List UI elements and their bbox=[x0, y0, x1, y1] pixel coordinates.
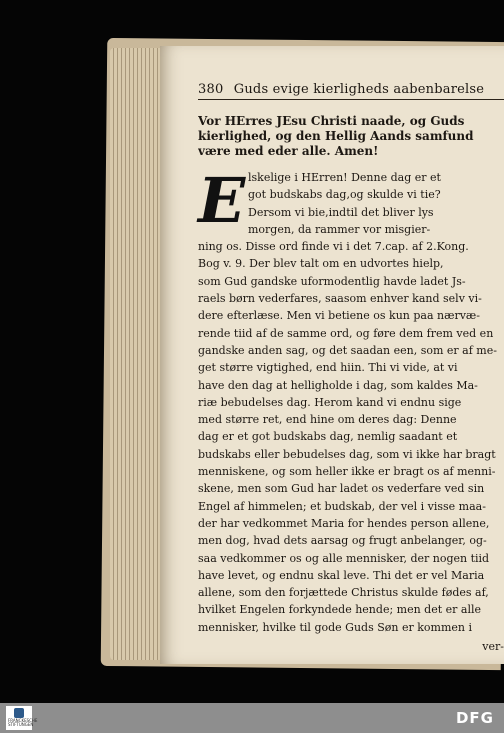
blessing-paragraph bbox=[198, 114, 504, 159]
body-line: Bog v. 9. Der blev talt om en udvortes hielp, bbox=[198, 257, 444, 271]
body-line: der har vedkommet Maria for hendes person allene, bbox=[198, 516, 490, 530]
logo-text: FRANCKESCHE STIFTUNGEN bbox=[8, 718, 38, 727]
funder-logo[interactable]: DFG bbox=[455, 709, 494, 727]
blessing-line: Vor HErres JEsu Christi naade, og Guds bbox=[198, 114, 465, 128]
body-line: have den dag at helligholde i dag, som kaldes Ma- bbox=[198, 378, 478, 392]
body-line: riæ bebudelses dag. Herom kand vi endnu sige bbox=[198, 395, 462, 409]
catchword: ver- bbox=[482, 640, 504, 654]
body-line: dag er et got budskabs dag, nemlig saadant et bbox=[198, 430, 458, 444]
drop-cap: E bbox=[198, 164, 246, 237]
body-line: rende tiid af de samme ord, og føre dem frem ved en bbox=[198, 326, 494, 340]
body-line: gandske anden sag, og det saadan een, som er af me- bbox=[198, 343, 497, 357]
institution-logo[interactable] bbox=[6, 706, 38, 730]
blessing-line: være med eder alle. Amen! bbox=[198, 144, 379, 158]
body-line: ning os. Disse ord finde vi i det 7.cap. af 2.Kong. bbox=[198, 240, 469, 254]
body-line: men dog, hvad dets aarsag og frugt anbelanger, og- bbox=[198, 534, 487, 548]
body-line: med større ret, end hine om deres dag: Denne bbox=[198, 413, 457, 427]
body-line: dere efterlæse. Men vi betiene os kun paa nærvæ- bbox=[198, 309, 480, 323]
page-text bbox=[198, 82, 504, 655]
body-line: lskelige i HErren! Denne dag er et bbox=[248, 171, 441, 184]
logo-mark-icon bbox=[14, 708, 24, 718]
body-line: skene, men som Gud har ladet os vederfare ved sin bbox=[198, 482, 485, 496]
body-line: allene, som den forjættede Christus skulde fødes af, bbox=[198, 586, 489, 600]
running-head-title: Guds evige kierligheds aabenbarelse bbox=[233, 82, 485, 97]
body-line: got budskabs dag,og skulde vi tie? bbox=[248, 188, 441, 202]
body-line: have levet, og endnu skal leve. Thi det er vel Maria bbox=[198, 568, 485, 582]
body-line: mennisker, hvilke til gode Guds Søn er kommen i bbox=[198, 620, 472, 634]
blessing-line: kierlighed, og den Hellig Aands samfund bbox=[198, 129, 474, 143]
body-line: som Gud gandske uformodentlig havde ladet Js- bbox=[198, 274, 466, 288]
footer-bar bbox=[0, 703, 504, 733]
body-line: Engel af himmelen; et budskab, der vel i visse maa- bbox=[198, 499, 486, 513]
body-line: Dersom vi bie,indtil det bliver lys bbox=[248, 205, 434, 219]
body-line: hvilket Engelen forkyndede hende; men det er alle bbox=[198, 603, 482, 617]
body-line: get større vigtighed, end hiin. Thi vi vide, at vi bbox=[198, 361, 458, 375]
body-line: saa vedkommer os og alle mennisker, der nogen tiid bbox=[198, 551, 490, 565]
page-number: 380 bbox=[198, 82, 224, 97]
body-line: raels børn vederfares, saasom enhver kand selv vi- bbox=[198, 292, 482, 306]
book-page bbox=[160, 46, 504, 664]
body-line: menniskene, og som heller ikke er bragt os af menni- bbox=[198, 465, 496, 479]
body-line: budskabs eller bebudelses dag, som vi ikke har bragt bbox=[198, 447, 496, 461]
sermon-body bbox=[198, 164, 504, 655]
body-line: morgen, da rammer vor misgier- bbox=[248, 222, 431, 236]
running-header bbox=[198, 82, 504, 100]
